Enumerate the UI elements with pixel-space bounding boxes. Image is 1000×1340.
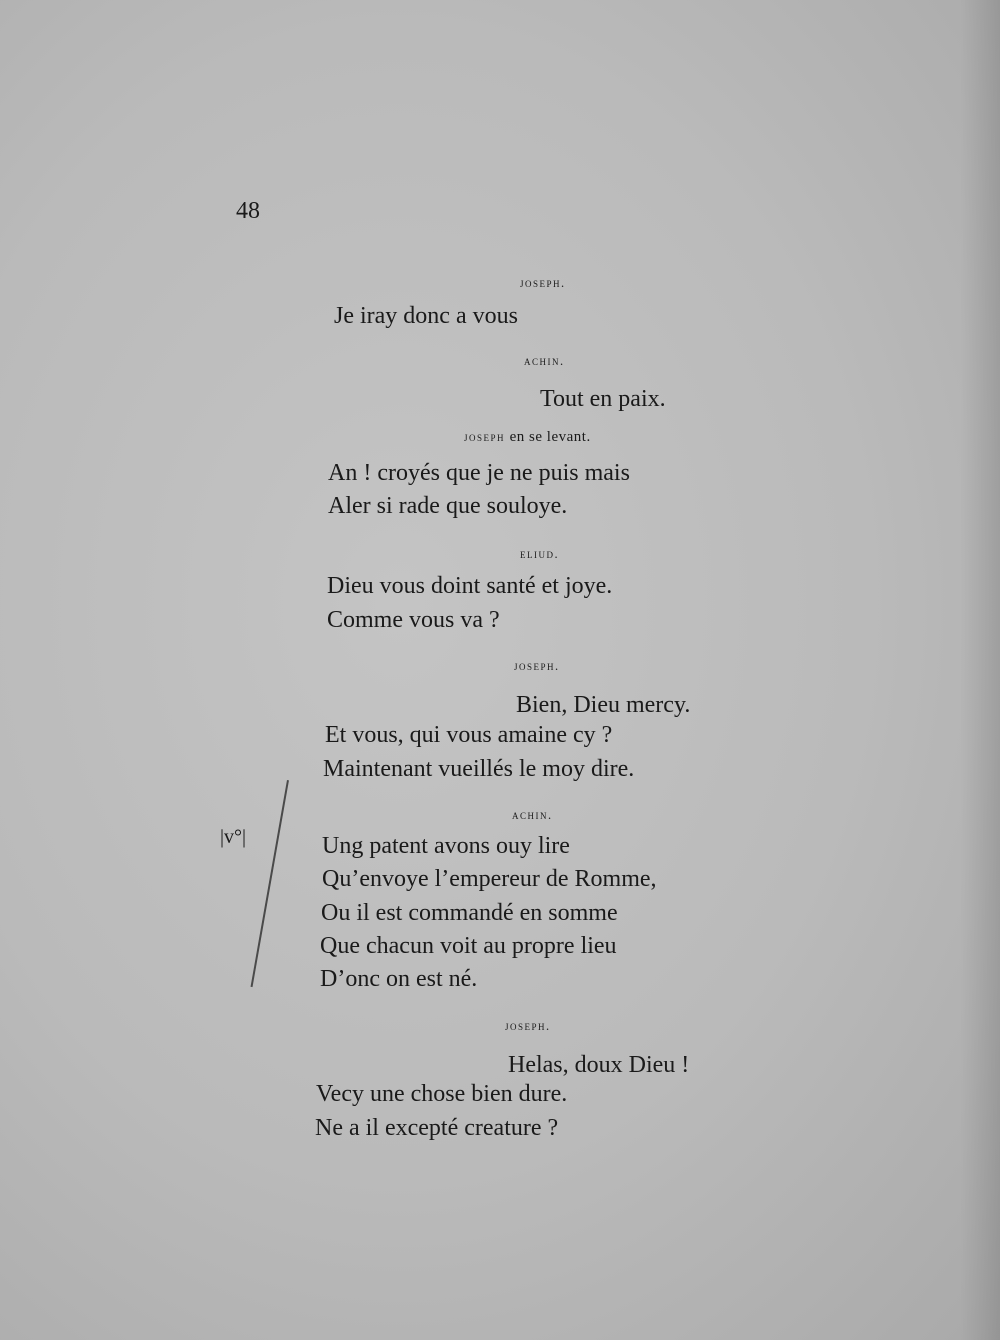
verse-line: Qu’envoye l’empereur de Romme, [322,866,657,892]
verse-line: An ! croyés que je ne puis mais [328,460,630,486]
speaker-name: joseph [464,430,506,444]
verse-line: Ung patent avons ouy lire [322,833,570,859]
verse-line: Tout en paix. [540,386,666,412]
margin-note: |v°| [220,826,247,848]
speaker-label: joseph. [520,276,566,290]
verse-line: Je iray donc a vous [334,303,518,329]
verse-line: Ou il est commandé en somme [321,900,618,926]
speaker-label: joseph. [514,659,560,673]
margin-rule [251,780,289,987]
verse-line: Aler si rade que souloye. [328,493,568,519]
verse-line: Vecy une chose bien dure. [316,1081,568,1107]
speaker-label [464,429,591,446]
verse-line: Dieu vous doint santé et joye. [327,573,613,599]
verse-line: Bien, Dieu mercy. [516,692,691,718]
speaker-label: eliud. [520,547,560,561]
verse-line: Comme vous va ? [327,607,500,633]
page-shadow [960,0,1000,1340]
verse-line: Maintenant vueillés le moy dire. [323,756,635,782]
speaker-label: achin. [524,354,565,368]
stage-direction: en se levant. [509,429,591,445]
page-number: 48 [236,198,260,224]
verse-line: D’onc on est né. [320,966,478,992]
verse-line: Helas, doux Dieu ! [508,1052,690,1078]
speaker-label: joseph. [505,1019,551,1033]
verse-line: Que chacun voit au propre lieu [320,933,617,959]
verse-line: Ne a il excepté creature ? [315,1115,559,1141]
speaker-label: achin. [512,808,553,822]
verse-line: Et vous, qui vous amaine cy ? [325,722,613,748]
